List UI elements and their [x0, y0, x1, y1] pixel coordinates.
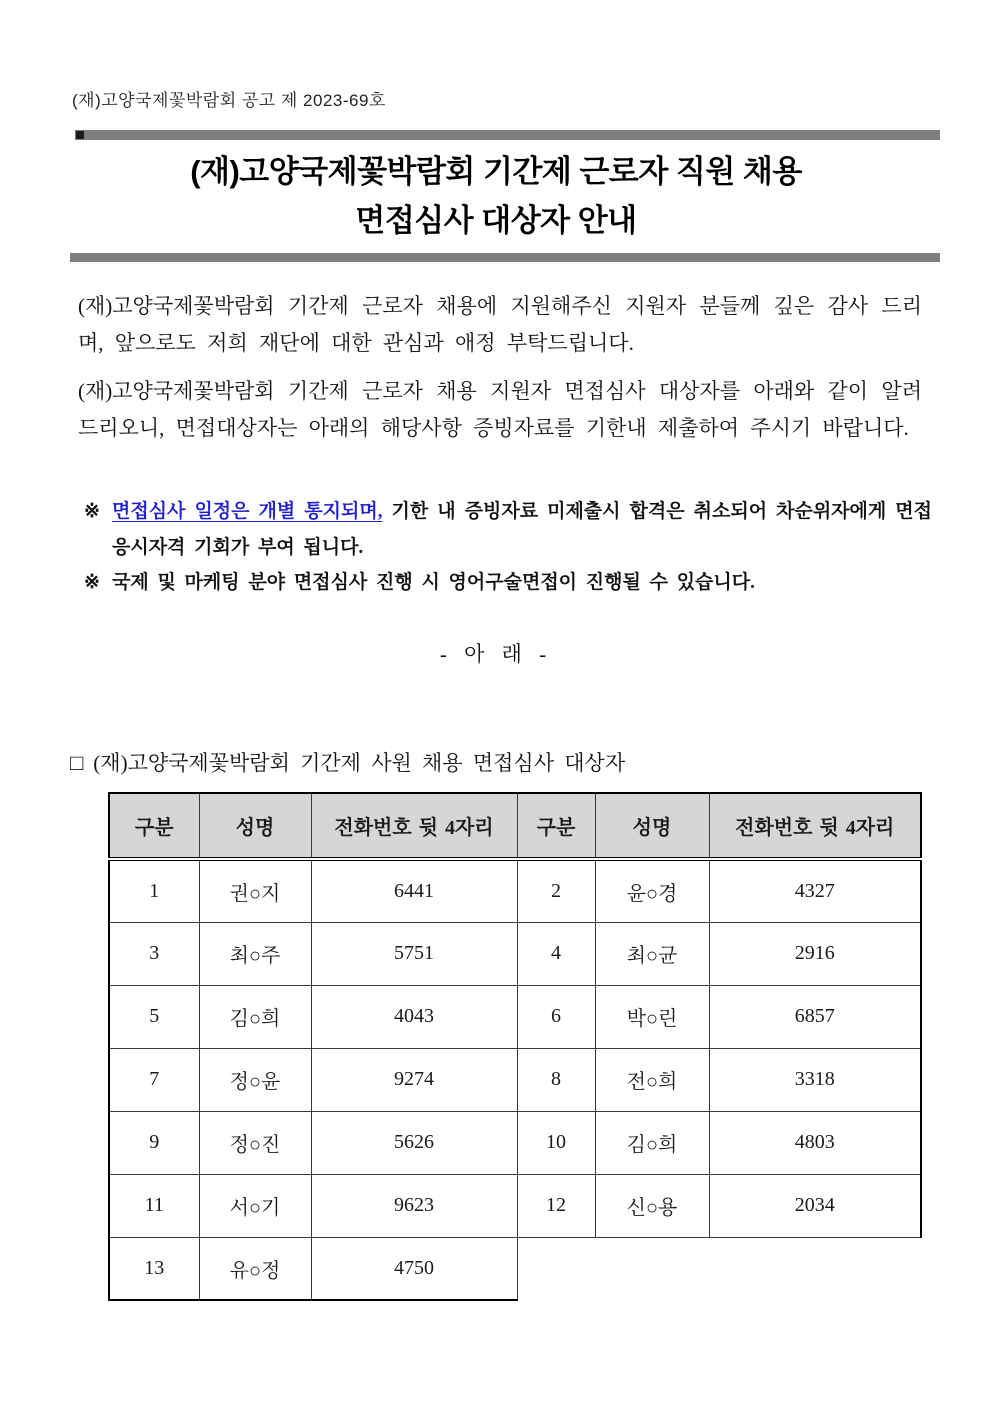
- table-row: [109, 922, 921, 985]
- cell-number: 5: [109, 985, 199, 1048]
- cell-number: 6: [517, 985, 595, 1048]
- title-top-bar: [75, 130, 940, 140]
- cell-name: 권○지: [199, 859, 311, 922]
- cell-number: 1: [109, 859, 199, 922]
- cell-phone: 4803: [709, 1111, 921, 1174]
- cell-phone: 2916: [709, 922, 921, 985]
- cell-phone: 6857: [709, 985, 921, 1048]
- column-header: 성명: [199, 793, 311, 859]
- table-row: [109, 1237, 921, 1300]
- note-schedule-highlight: 면접심사 일정은 개별 통지되며,: [112, 501, 383, 522]
- title-bottom-bar: [70, 253, 940, 262]
- title-line-1: (재)고양국제꽃박람회 기간제 근로자 직원 채용: [190, 154, 802, 189]
- cell-phone: 9623: [311, 1174, 517, 1237]
- cell-phone: [709, 1237, 921, 1300]
- cell-name: 김○희: [199, 985, 311, 1048]
- cell-number: 12: [517, 1174, 595, 1237]
- table-row: [109, 1048, 921, 1111]
- table-row: [109, 1111, 921, 1174]
- cell-name: 신○용: [595, 1174, 709, 1237]
- cell-name: 김○희: [595, 1111, 709, 1174]
- column-header: 구분: [517, 793, 595, 859]
- cell-name: 정○진: [199, 1111, 311, 1174]
- candidates-table: [108, 792, 922, 1301]
- table-header-row: [109, 793, 921, 859]
- cell-phone: 3318: [709, 1048, 921, 1111]
- cell-name: 서○기: [199, 1174, 311, 1237]
- cell-name: 유○정: [199, 1237, 311, 1300]
- cell-name: 전○희: [595, 1048, 709, 1111]
- cell-phone: 2034: [709, 1174, 921, 1237]
- cell-phone: 5751: [311, 922, 517, 985]
- cell-phone: 4043: [311, 985, 517, 1048]
- reference-mark-icon: ※: [84, 572, 100, 593]
- note-schedule: [84, 494, 932, 566]
- cell-phone: 4750: [311, 1237, 517, 1300]
- cell-phone: 5626: [311, 1111, 517, 1174]
- cell-number: 4: [517, 922, 595, 985]
- cell-number: 10: [517, 1111, 595, 1174]
- below-divider-label: - 아 래 -: [439, 642, 553, 666]
- note-schedule-rest: 기한 내 증빙자료 미제출시 합격은 취소되어 차순위자에게 면접 응시자격 기회가 부여 됩니다.: [112, 501, 932, 558]
- section-heading-text: (재)고양국제꽃박람회 기간제 사원 채용 면접심사 대상자: [93, 751, 626, 775]
- table-row: [109, 1174, 921, 1237]
- cell-name: 최○균: [595, 922, 709, 985]
- column-header: 성명: [595, 793, 709, 859]
- column-header: 전화번호 뒷 4자리: [311, 793, 517, 859]
- cell-number: 2: [517, 859, 595, 922]
- document-title: [72, 147, 920, 245]
- reference-mark-icon: ※: [84, 501, 100, 522]
- cell-phone: 9274: [311, 1048, 517, 1111]
- cell-number: 11: [109, 1174, 199, 1237]
- note-english-interview-text: 국제 및 마케팅 분야 면접심사 진행 시 영어구술면접이 진행될 수 있습니다.: [112, 572, 755, 593]
- column-header: 전화번호 뒷 4자리: [709, 793, 921, 859]
- column-header: 구분: [109, 793, 199, 859]
- paragraph-announcement: (재)고양국제꽃박람회 기간제 근로자 채용 지원자 면접심사 대상자를 아래와 같이 알려드리오니, 면접대상자는 아래의 해당사항 증빙자료를 기한내 제출하여 주시기 바랍니다.: [78, 379, 922, 440]
- cell-name: [595, 1237, 709, 1300]
- cell-number: 13: [109, 1237, 199, 1300]
- cell-name: 박○린: [595, 985, 709, 1048]
- cell-name: 정○윤: [199, 1048, 311, 1111]
- note-english-interview: [84, 565, 932, 601]
- bullet-square-icon: [76, 131, 84, 139]
- cell-number: 3: [109, 922, 199, 985]
- cell-number: 8: [517, 1048, 595, 1111]
- title-line-2: 면접심사 대상자 안내: [355, 203, 637, 238]
- section-heading: [70, 747, 930, 777]
- table-row: [109, 985, 921, 1048]
- table-row: [109, 859, 921, 922]
- notice-number: (재)고양국제꽃박람회 공고 제 2023-69호: [72, 91, 386, 110]
- checkbox-square-icon: □: [70, 750, 84, 775]
- cell-phone: 4327: [709, 859, 921, 922]
- cell-number: 9: [109, 1111, 199, 1174]
- cell-name: 윤○경: [595, 859, 709, 922]
- cell-phone: 6441: [311, 859, 517, 922]
- cell-name: 최○주: [199, 922, 311, 985]
- cell-number: [517, 1237, 595, 1300]
- cell-number: 7: [109, 1048, 199, 1111]
- paragraph-thanks: (재)고양국제꽃박람회 기간제 근로자 채용에 지원해주신 지원자 분들께 깊은 감사 드리며, 앞으로도 저희 재단에 대한 관심과 애정 부탁드립니다.: [78, 294, 922, 355]
